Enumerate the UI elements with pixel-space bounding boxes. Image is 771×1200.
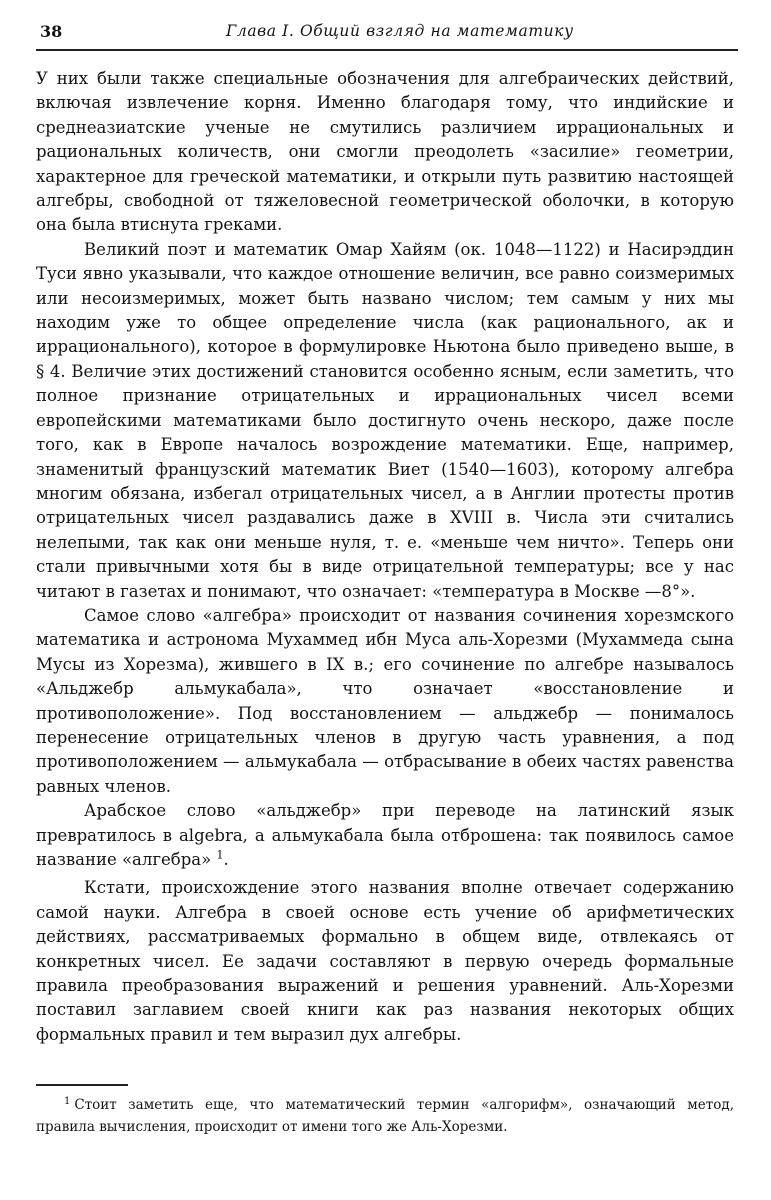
paragraph-3: Самое слово «алгебра» происходит от названия сочинения хорезмского математика и астронома Мухаммед ибн Муса аль-Хорезми (Мухаммеда сына Мусы из Хорезма), жившего в IX в.; его сочинение по алгебре называлось «Альджебр альмукабала», что означает «восстановление и противоположение». Под восстановлением — альджебр — понималось перенесение отрицательных членов в другую часть уравнения, а под противоположением — альмукабала — отбрасывание в обеих частях равенства равных членов.: [36, 605, 734, 796]
paragraph-4-end: .: [223, 850, 229, 869]
page-header: [36, 22, 736, 48]
page-number: 38: [40, 22, 63, 41]
paragraph-2: Великий поэт и математик Омар Хайям (ок. 1048—1122) и Насирэддин Туси явно указывали, что каждое отношение величин, все равно соизмеримых или несоизмеримых, может быть названо числом; тем самым у них мы находим уже то общее определение числа (как рационального, ак и иррационального), которое в формулировке Ньютона было приведено выше, в § 4. Величие этих достижений становится особенно ясным, если заметить, что полное признание отрицательных и иррациональных чисел всеми европейскими математиками было достигнуто очень нескоро, даже после того, как в Европе началось возрождение математики. Еще, например, знаменитый французский математик Виет (1540—1603), которому алгебра многим обязана, избегал отрицательных чисел, а в Англии протесты против отрицательных чисел раздавались даже в XVIII в. Числа эти считались нелепыми, так как они меньше нуля, т. е. «меньше чем ничто». Теперь они стали привычными хотя бы в виде отрицательной температуры; все у нас читают в газетах и понимают, что означает: «температура в Москве —8°».: [36, 239, 734, 601]
paragraph-4-text: Арабское слово «альджебр» при переводе на латинский язык превратилось в algebra, а альмукабала была отброшена: так появилось самое название «алгебра»: [36, 801, 734, 869]
footnote-reference[interactable]: 1: [216, 848, 224, 862]
paragraph-1: У них были также специальные обозначения для алгебраических действий, включая извлечение корня. Именно благодаря тому, что индийские и среднеазиатские ученые не смутились различием иррациональных и рациональных количеств, они смогли преодолеть «засилие» геометрии, характерное для греческой математики, и открыли путь развитию настоящей алгебры, свободной от тяжеловесной геометрической оболочки, в которую она была втиснута греками.: [36, 69, 734, 235]
footnote-divider: [36, 1084, 128, 1086]
header-divider: [36, 49, 738, 51]
footnote: [36, 1094, 734, 1138]
footnote-text: Стоит заметить еще, что математический термин «алгорифм», означающий метод, правила вычисления, происходит от имени того же Аль-Хорезми.: [36, 1097, 734, 1135]
running-title: Глава I. Общий взгляд на математику: [226, 22, 574, 40]
paragraph-4: [36, 799, 734, 872]
body-text: [36, 67, 734, 1047]
footnote-number: 1: [64, 1095, 71, 1107]
paragraph-5: Кстати, происхождение этого названия вполне отвечает содержанию самой науки. Алгебра в своей основе есть учение об арифметических действиях, рассматриваемых формально в общем виде, отвлекаясь от конкретных чисел. Ее задачи составляют в первую очередь формальные правила преобразования выражений и решения уравнений. Аль-Хорезми поставил заглавием своей книги как раз названия некоторых общих формальных правил и тем выразил дух алгебры.: [36, 878, 734, 1044]
